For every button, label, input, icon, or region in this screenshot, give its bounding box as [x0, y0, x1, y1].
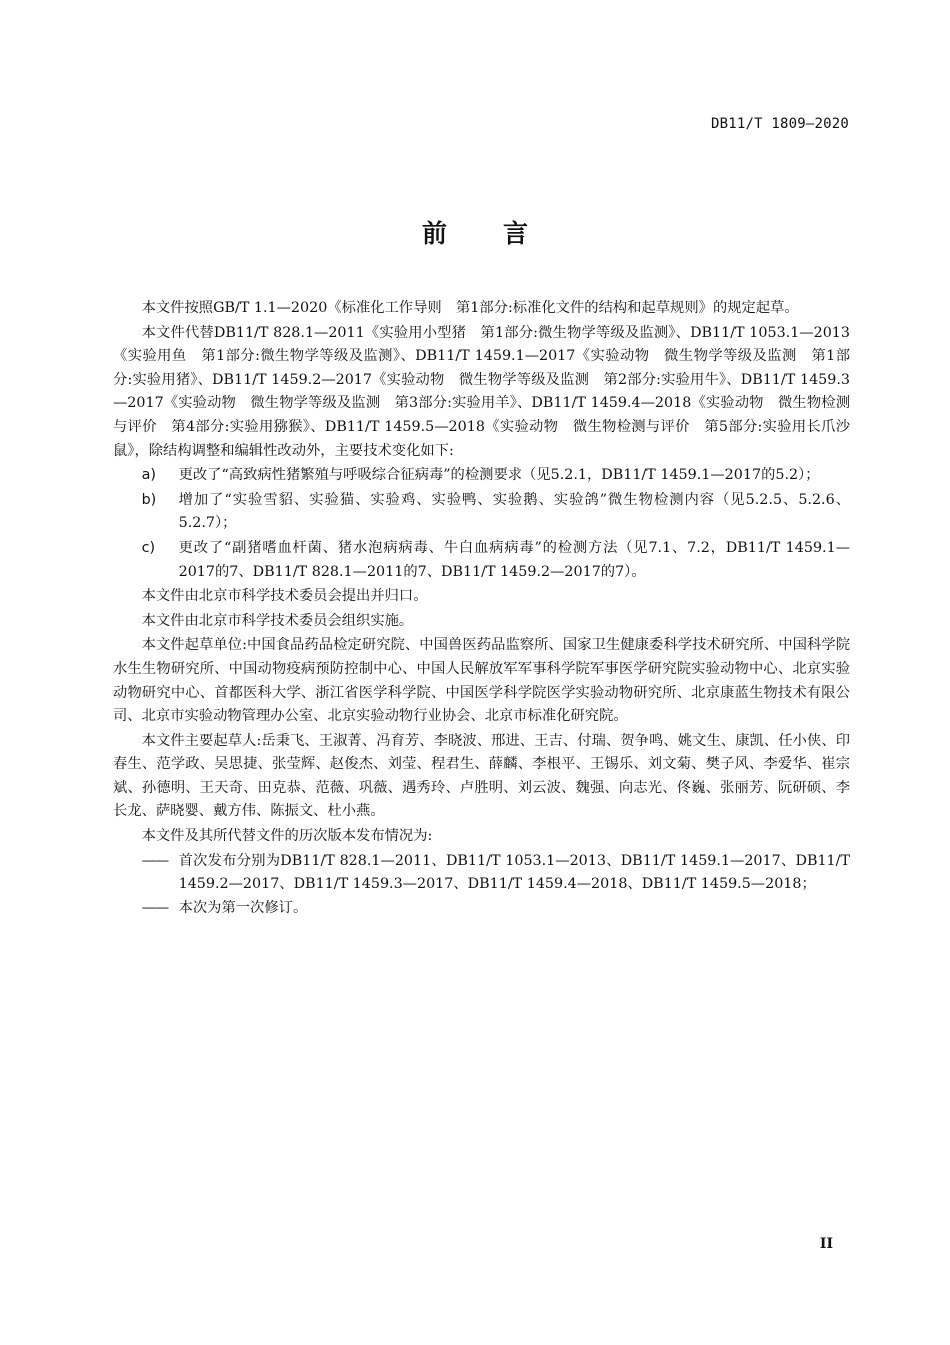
- title-char-1: 前: [421, 219, 447, 248]
- page-number: II: [819, 1236, 833, 1252]
- paragraph-drafting-basis: 本文件按照GB/T 1.1—2020《标准化工作导则 第1部分:标准化文件的结构和起草规则》的规定起草。: [141, 300, 799, 316]
- history-item: [113, 850, 850, 897]
- page-title: [0, 214, 950, 250]
- paragraph-history-intro: 本文件及其所代替文件的历次版本发布情况为:: [141, 828, 433, 845]
- paragraph-drafters: 本文件主要起草人:岳秉飞、王淑菁、冯育芳、李晓波、邢进、王吉、付瑞、贺争鸣、姚文生、康凯、任小侠、印春生、范学政、吴思捷、张莹辉、赵俊杰、刘莹、程君生、薛麟、李根平、王锡乐、刘文菊、樊子风、李爱华、崔宗斌、孙德明、王天奇、田克恭、范薇、巩薇、遇秀玲、卢胜明、刘云波、魏强、向志光、佟巍、张丽芳、阮研硕、李长龙、萨晓婴、戴方伟、陈振文、杜小燕。: [113, 732, 850, 820]
- change-item-a: [113, 464, 850, 488]
- title-char-2: 言: [503, 219, 529, 248]
- list-marker: b): [141, 491, 157, 508]
- list-marker: c): [141, 539, 156, 556]
- paragraph-drafting-units: 本文件起草单位:中国食品药品检定研究院、中国兽医药品监察所、国家卫生健康委科学技术研究所、中国科学院水生生物研究所、中国动物疫病预防控制中心、中国人民解放军军事科学院军事医学研究院实验动物中心、北京实验动物研究中心、首都医科大学、浙江省医学科学院、中国医学科学院医学实验动物研究所、北京康蓝生物技术有限公司、北京市实验动物管理办公室、北京实验动物行业协会、北京市标准化研究院。: [113, 637, 850, 725]
- document-code: DB11/T 1809—2020: [710, 116, 849, 132]
- dash-marker: ——: [141, 899, 169, 916]
- history-text: 首次发布分别为DB11/T 828.1—2011、DB11/T 1053.1—2013、DB11/T 1459.1—2017、DB11/T 1459.2—2017、DB11/T 1459.3—2017、DB11/T 1459.4—2018、DB11/T 1459.5—2018；: [178, 852, 850, 893]
- list-text: 更改了“副猪嗜血杆菌、猪水泡病病毒、牛白血病病毒”的检测方法（见7.1、7.2，DB11/T 1459.1—2017的7、DB11/T 828.1—2011的7、DB11/T 1459.2—2017的7）。: [178, 539, 850, 580]
- history-text: 本次为第一次修订。: [178, 899, 308, 916]
- list-text: 增加了“实验雪貂、实验猫、实验鸡、实验鸭、实验鹅、实验鸽”微生物检测内容（见5.2.5、5.2.6、5.2.7）；: [178, 491, 850, 532]
- history-item: [113, 897, 850, 921]
- paragraph-replacement: 本文件代替DB11/T 828.1—2011《实验用小型猪 第1部分:微生物学等级及监测》、DB11/T 1053.1—2013《实验用鱼 第1部分:微生物学等级及监测》、DB11/T 1459.1—2017《实验动物 微生物学等级及监测 第1部分:实验用猪》、DB11/T 1459.2—2017《实验动物 微生物学等级及监测 第2部分:实验用牛》、DB11/T 1459.3—2017《实验动物 微生物学等级及监测 第3部分:实验用羊》、DB11/T 1459.4—2018《实验动物 微生物检测与评价 第4部分:实验用猕猴》、DB11/T 1459.5—2018《实验动物 微生物检测与评价 第5部分:实验用长爪沙鼠》，除结构调整和编辑性改动外，主要技术变化如下:: [113, 324, 850, 459]
- list-marker: a): [141, 467, 156, 484]
- change-item-c: [113, 537, 850, 584]
- foreword-body: [113, 297, 850, 920]
- paragraph-proposer: 本文件由北京市科学技术委员会提出并归口。: [141, 588, 428, 605]
- change-item-b: [113, 489, 850, 536]
- dash-marker: ——: [141, 852, 169, 869]
- list-text: 更改了“高致病性猪繁殖与呼吸综合征病毒”的检测要求（见5.2.1，DB11/T 1459.1—2017的5.2）；: [178, 467, 820, 484]
- paragraph-implementer: 本文件由北京市科学技术委员会组织实施。: [141, 612, 414, 629]
